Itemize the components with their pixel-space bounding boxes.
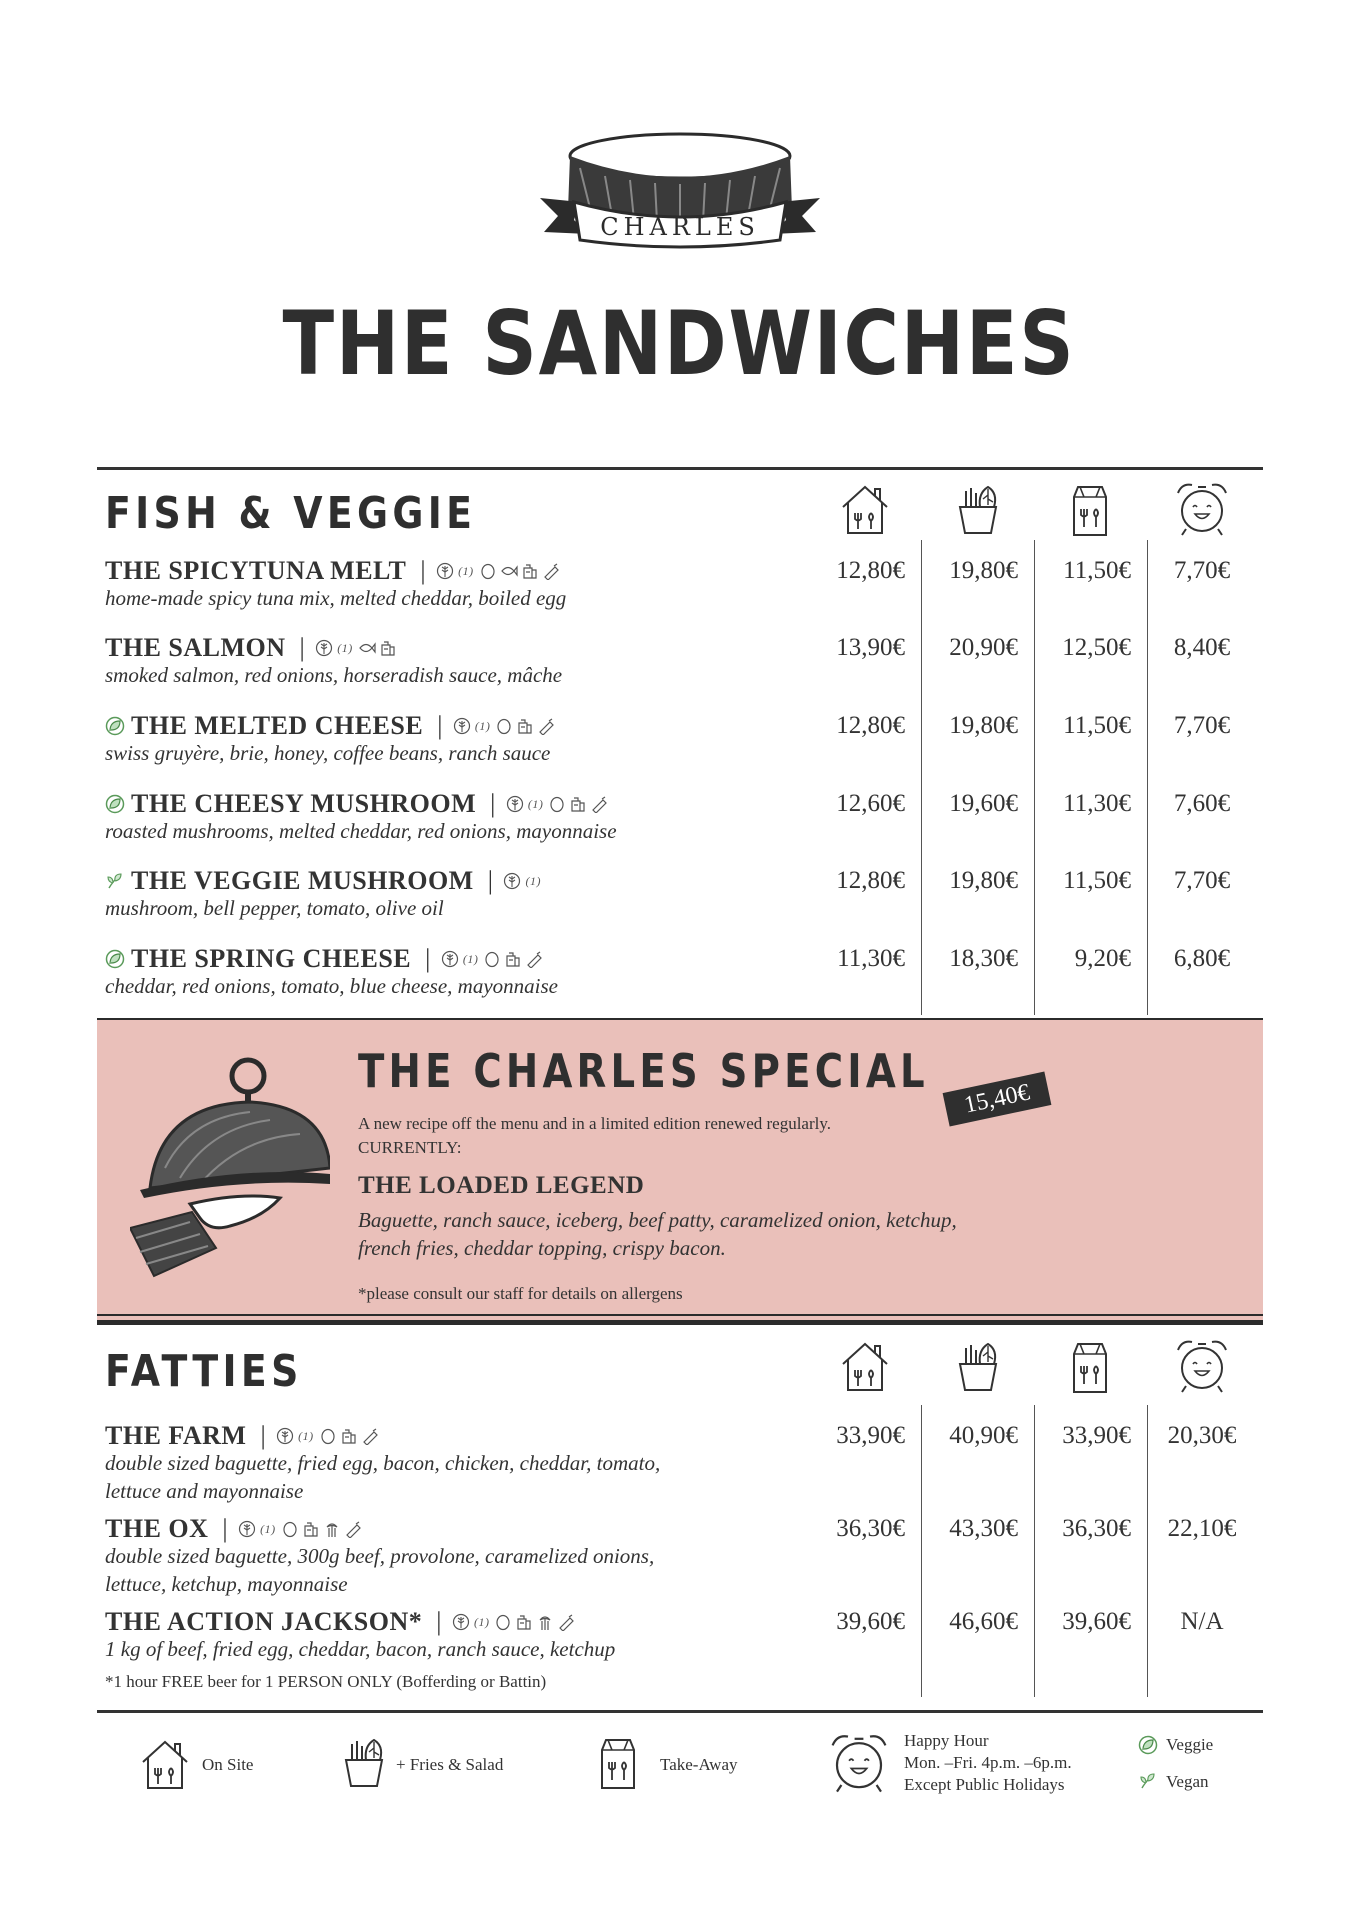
egg-allergen-icon <box>494 1613 512 1631</box>
egg-allergen-icon <box>483 950 501 968</box>
menu-item-description: roasted mushrooms, melted cheddar, red onions, mayonnaise <box>105 819 617 843</box>
price-cell: 19,80€ <box>949 557 1018 584</box>
logo-text: CHARLES <box>600 213 760 241</box>
vegan-sprout-icon <box>105 871 125 891</box>
gluten-allergen-icon <box>453 717 471 735</box>
menu-item-name: THE ACTION JACKSON* | (1) <box>105 1609 575 1635</box>
fries-salad-icon <box>952 1340 1004 1394</box>
menu-item-name: THE FARM | (1) <box>105 1423 379 1449</box>
menu-item-description: cheddar, red onions, tomato, blue cheese, mayonnaise <box>105 974 558 998</box>
allergen-note-number: (1) <box>458 564 474 578</box>
price-cell: 19,80€ <box>949 867 1018 894</box>
gluten-allergen-icon <box>276 1427 294 1445</box>
dairy-allergen-icon <box>504 950 522 968</box>
price-cell: 11,50€ <box>1063 557 1131 584</box>
menu-item-description: home-made spicy tuna mix, melted cheddar, boiled egg <box>105 586 567 610</box>
price-cell: 36,30€ <box>836 1515 905 1542</box>
mustard-allergen-icon <box>557 1613 575 1631</box>
menu-item-name: THE VEGGIE MUSHROOM | (1) <box>105 868 543 894</box>
dairy-allergen-icon <box>379 639 397 657</box>
dairy-allergen-icon <box>569 795 587 813</box>
section-title-fish-veggie: FISH & VEGGIE <box>105 488 477 539</box>
take-away-icon <box>592 1736 644 1790</box>
price-cell: 11,50€ <box>1063 867 1131 894</box>
price-cell: 6,80€ <box>1173 945 1231 972</box>
price-cell: 33,90€ <box>836 1422 905 1449</box>
column-divider <box>1034 540 1035 1015</box>
price-cell: 12,80€ <box>836 712 905 739</box>
price-cell: 11,50€ <box>1063 712 1131 739</box>
on-site-icon <box>139 1738 191 1792</box>
gluten-allergen-icon <box>452 1613 470 1631</box>
on-site-icon <box>839 483 891 537</box>
happy-hour-clock-icon <box>1172 479 1232 539</box>
allergen-note-number: (1) <box>337 641 353 655</box>
special-currently: CURRENTLY: <box>358 1138 462 1157</box>
legend-vegan: Vegan <box>1166 1772 1209 1791</box>
price-cell: 20,30€ <box>1167 1422 1237 1449</box>
fish-allergen-icon <box>500 562 518 580</box>
price-cell: 9,20€ <box>1074 945 1131 972</box>
gluten-allergen-icon <box>238 1520 256 1538</box>
price-cell: 7,70€ <box>1173 867 1231 894</box>
price-cell: 7,60€ <box>1173 790 1231 817</box>
dairy-allergen-icon <box>340 1427 358 1445</box>
veggie-leaf-icon <box>105 949 125 969</box>
menu-item-description: smoked salmon, red onions, horseradish sauce, mâche <box>105 663 563 687</box>
price-cell: 7,70€ <box>1173 557 1231 584</box>
price-cell: 18,30€ <box>949 945 1018 972</box>
menu-item-name: THE SPRING CHEESE | (1) <box>105 946 543 972</box>
allergen-note-number: (1) <box>298 1429 314 1443</box>
gluten-allergen-icon <box>315 639 333 657</box>
legend-veggie: Veggie <box>1166 1735 1214 1754</box>
special-stripe <box>97 1320 1263 1325</box>
menu-item-description: double sized baguette, fried egg, bacon, chicken, cheddar, tomato, <box>105 1451 661 1475</box>
price-cell: 19,60€ <box>949 790 1018 817</box>
menu-item-name: THE MELTED CHEESE | (1) <box>105 713 555 739</box>
veggie-leaf-icon <box>1138 1735 1158 1755</box>
mustard-allergen-icon <box>344 1520 362 1538</box>
happy-hour-clock-icon <box>1172 1336 1232 1396</box>
price-cell: 11,30€ <box>1063 790 1131 817</box>
vegan-sprout-icon <box>1138 1771 1158 1791</box>
gluten-allergen-icon <box>436 562 454 580</box>
take-away-icon <box>1064 483 1116 537</box>
fish-allergen-icon <box>358 639 376 657</box>
legend-happy-hour-days: Mon. –Fri. 4p.m. –6p.m. <box>904 1753 1072 1772</box>
egg-allergen-icon <box>319 1427 337 1445</box>
price-cell: 33,90€ <box>1062 1422 1131 1449</box>
legend-on-site: On Site <box>202 1755 254 1774</box>
allergen-note-number: (1) <box>474 719 491 733</box>
legend-rule <box>97 1710 1263 1713</box>
happy-hour-clock-icon <box>826 1730 892 1796</box>
gluten-allergen-icon <box>506 795 524 813</box>
price-cell: N/A <box>1180 1608 1224 1635</box>
allergen-note-number: (1) <box>525 874 541 888</box>
mustard-allergen-icon <box>590 795 608 813</box>
special-price-tag: 15,40€ <box>943 1072 1052 1127</box>
fries-salad-icon <box>952 483 1004 537</box>
dairy-allergen-icon <box>516 717 534 735</box>
menu-item-name: THE OX | (1) <box>105 1516 362 1542</box>
menu-item-name: THE SPICYTUNA MELT | (1) <box>105 558 560 584</box>
special-title: THE CHARLES SPECIAL <box>358 1044 929 1098</box>
celery-allergen-icon <box>323 1520 341 1538</box>
celery-allergen-icon <box>536 1613 554 1631</box>
mustard-allergen-icon <box>361 1427 379 1445</box>
price-cell: 13,90€ <box>836 634 905 661</box>
gluten-allergen-icon <box>503 872 521 890</box>
special-item-name: THE LOADED LEGEND <box>358 1172 645 1199</box>
price-cell: 8,40€ <box>1173 634 1231 661</box>
price-cell: 46,60€ <box>949 1608 1018 1635</box>
mustard-allergen-icon <box>542 562 560 580</box>
column-divider <box>1147 540 1148 1015</box>
legend-take-away: Take-Away <box>660 1755 738 1774</box>
menu-item-name: THE CHEESY MUSHROOM | (1) <box>105 791 608 817</box>
special-item-description: Baguette, ranch sauce, iceberg, beef patty, caramelized onion, ketchup, french fries, cheddar topping, crispy bacon. <box>358 1208 957 1260</box>
price-cell: 20,90€ <box>949 634 1018 661</box>
menu-item-description: mushroom, bell pepper, tomato, olive oil <box>105 896 444 920</box>
menu-item-description: lettuce, ketchup, mayonnaise <box>105 1572 348 1596</box>
price-cell: 19,80€ <box>949 712 1018 739</box>
menu-item-description: lettuce and mayonnaise <box>105 1479 304 1503</box>
charles-logo <box>530 128 830 256</box>
fries-salad-icon <box>338 1736 390 1790</box>
price-cell: 12,60€ <box>836 790 905 817</box>
price-cell: 11,30€ <box>837 945 905 972</box>
menu-item-name: THE SALMON | (1) <box>105 635 397 661</box>
price-cell: 7,70€ <box>1173 712 1231 739</box>
veggie-leaf-icon <box>105 794 125 814</box>
gluten-allergen-icon <box>441 950 459 968</box>
egg-allergen-icon <box>495 717 513 735</box>
menu-item-description: 1 kg of beef, fried egg, cheddar, bacon, ranch sauce, ketchup <box>105 1637 616 1661</box>
price-cell: 12,80€ <box>836 867 905 894</box>
legend-happy-hour-title: Happy Hour <box>904 1731 989 1750</box>
mustard-allergen-icon <box>537 717 555 735</box>
column-divider <box>921 540 922 1015</box>
legend-happy-hour-exception: Except Public Holidays <box>904 1775 1065 1794</box>
veggie-leaf-icon <box>105 716 125 736</box>
page-title: THE SANDWICHES <box>282 292 1076 395</box>
legend-fries-salad: + Fries & Salad <box>396 1755 504 1774</box>
column-divider <box>1034 1405 1035 1697</box>
dairy-allergen-icon <box>515 1613 533 1631</box>
cloche-illustration <box>130 1048 330 1293</box>
mustard-allergen-icon <box>525 950 543 968</box>
menu-item-description: swiss gruyère, brie, honey, coffee beans, ranch sauce <box>105 741 551 765</box>
price-cell: 22,10€ <box>1167 1515 1237 1542</box>
on-site-icon <box>839 1340 891 1394</box>
allergen-note-number: (1) <box>473 1615 490 1629</box>
menu-item-description: double sized baguette, 300g beef, provolone, caramelized onions, <box>105 1544 655 1568</box>
price-cell: 39,60€ <box>836 1608 905 1635</box>
column-divider <box>921 1405 922 1697</box>
allergen-note-number: (1) <box>527 797 544 811</box>
take-away-icon <box>1064 1340 1116 1394</box>
section-rule <box>97 467 1263 470</box>
special-stripe <box>97 1314 1263 1316</box>
egg-allergen-icon <box>548 795 566 813</box>
price-cell: 39,60€ <box>1062 1608 1131 1635</box>
fatties-note: *1 hour FREE beer for 1 PERSON ONLY (Bofferding or Battin) <box>105 1672 547 1691</box>
price-cell: 12,80€ <box>836 557 905 584</box>
column-divider <box>1147 1405 1148 1697</box>
price-cell: 12,50€ <box>1062 634 1131 661</box>
egg-allergen-icon <box>479 562 497 580</box>
allergen-note-number: (1) <box>462 952 479 966</box>
dairy-allergen-icon <box>302 1520 320 1538</box>
egg-allergen-icon <box>281 1520 299 1538</box>
allergen-note-number: (1) <box>260 1522 276 1536</box>
price-cell: 40,90€ <box>949 1422 1018 1449</box>
price-cell: 36,30€ <box>1062 1515 1131 1542</box>
special-allergen-note: *please consult our staff for details on allergens <box>358 1284 683 1303</box>
section-title-fatties: FATTIES <box>105 1346 303 1397</box>
special-intro: A new recipe off the menu and in a limited edition renewed regularly. <box>358 1114 832 1133</box>
dairy-allergen-icon <box>521 562 539 580</box>
price-cell: 43,30€ <box>949 1515 1018 1542</box>
